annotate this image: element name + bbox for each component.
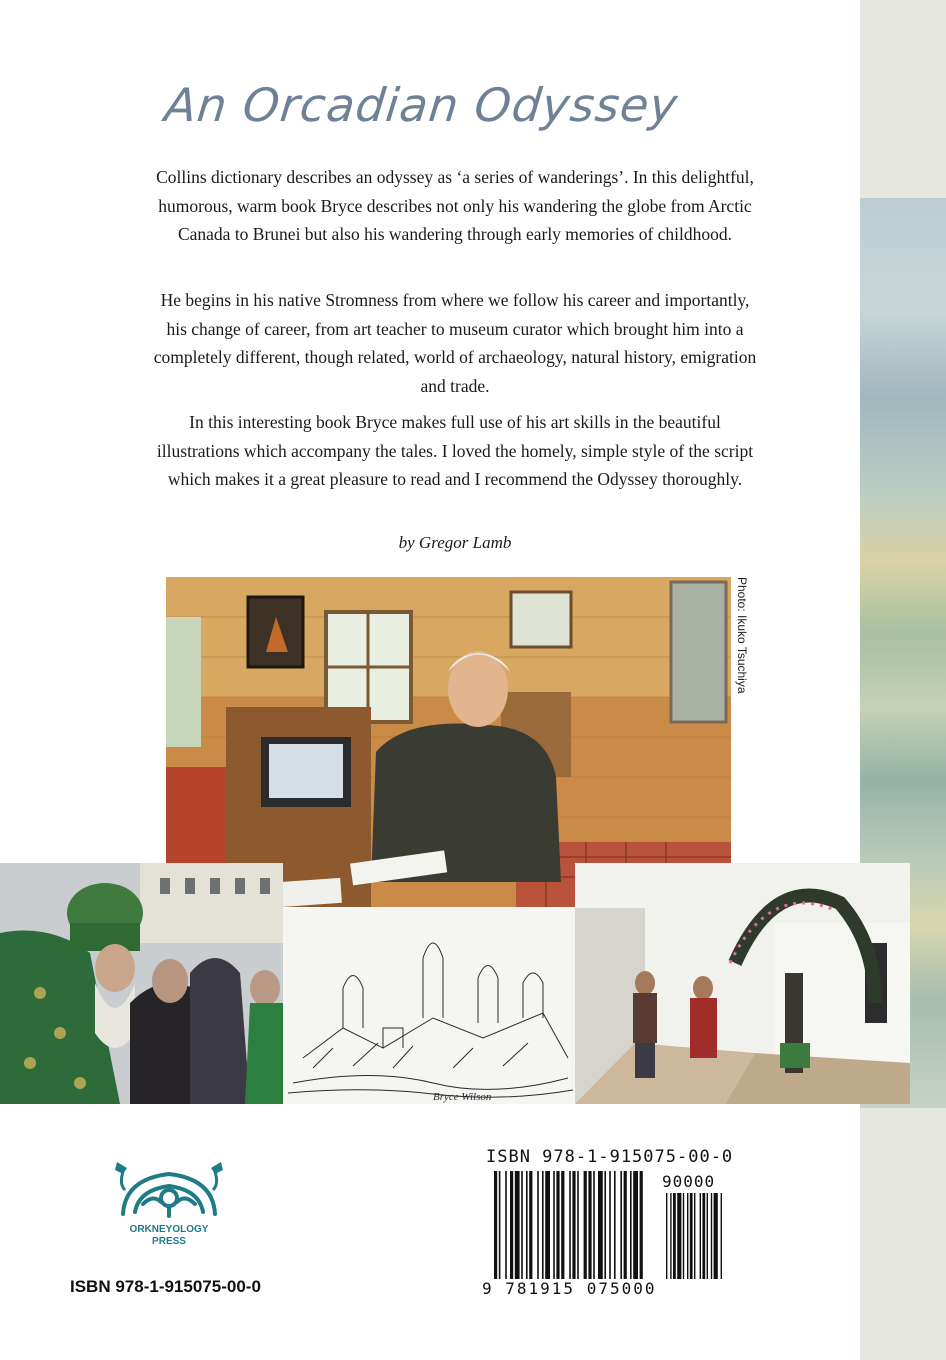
- barcode-addon-bar: [702, 1193, 705, 1279]
- isbn-footer: ISBN 978-1-915075-00-0: [70, 1277, 261, 1296]
- photo-credit: [733, 577, 751, 707]
- barcode-bar: [499, 1171, 501, 1279]
- church-sketch: [283, 908, 575, 1104]
- barcode-bar: [526, 1171, 528, 1279]
- barcode-bar: [569, 1171, 571, 1279]
- barcode-addon-bar: [700, 1193, 701, 1279]
- barcode-bar: [614, 1171, 616, 1279]
- barcode-addon-bar: [673, 1193, 676, 1279]
- barcode-bar: [510, 1171, 513, 1279]
- barcode-addon-bar: [711, 1193, 712, 1279]
- publisher-name-line-1: ORKNEYOLOGY: [129, 1224, 209, 1235]
- barcode-bar: [542, 1171, 544, 1279]
- barcode-addon-bar: [721, 1193, 722, 1279]
- barcode-bar: [505, 1171, 507, 1279]
- blurb-byline: by Gregor Lamb: [398, 533, 512, 552]
- photo-credit-text: Photo: Ikuko Tsuchiya: [735, 577, 749, 694]
- church-sketch-drawing: [283, 908, 575, 1104]
- barcode-bar: [593, 1171, 595, 1279]
- barcode-bar: [494, 1171, 497, 1279]
- author-photo-illustration: [166, 577, 731, 907]
- publisher-name: [113, 1224, 225, 1248]
- barcode-bar: [515, 1171, 520, 1279]
- cover-title: An Orcadian Odyssey: [162, 78, 681, 132]
- barcode-addon-bar: [683, 1193, 684, 1279]
- street-illustration: [575, 863, 910, 1104]
- barcode-addon-bar: [694, 1193, 695, 1279]
- procession-illustration: [0, 863, 283, 1104]
- barcode-addon-bar: [677, 1193, 681, 1279]
- barcode-addon-bar: [666, 1193, 667, 1279]
- procession-photo: [0, 863, 283, 1104]
- barcode-bar: [630, 1171, 632, 1279]
- author-photo: [166, 577, 731, 907]
- blurb-paragraph-3: In this interesting book Bryce makes full use of his art skills in the beautiful illustrations which accompany the tales. I loved the homely, simple style of the script which makes it a great pleasure to read and I recommend the Odyssey thoroughly.: [156, 412, 754, 489]
- barcode-addon-bar: [670, 1193, 671, 1279]
- barcode-bar: [553, 1171, 555, 1279]
- barcode-bar: [609, 1171, 611, 1279]
- street-photo: [575, 863, 910, 1104]
- barcode-bar: [588, 1171, 591, 1279]
- blurb-paragraph-1: Collins dictionary describes an odyssey as ‘a series of wanderings’. In this delightful, humorous, warm book Bryce describes not only his wandering the globe from Arctic Canada to Brunei but also his wandering through early memories of childhood.: [156, 167, 754, 244]
- barcode-bar: [545, 1171, 550, 1279]
- barcode-addon-bar: [714, 1193, 718, 1279]
- barcode-digits: 9 781915 075000: [482, 1279, 657, 1298]
- barcode-bar: [620, 1171, 622, 1279]
- barcode-price-code: 90000: [662, 1172, 716, 1191]
- barcode-addon-bar: [707, 1193, 708, 1279]
- barcode-addon-bar: [687, 1193, 688, 1279]
- barcode-bar: [624, 1171, 627, 1279]
- barcode-bar: [598, 1171, 603, 1279]
- sketch-signature: Bryce Wilson: [433, 1091, 492, 1103]
- barcode-bar: [584, 1171, 587, 1279]
- barcode-bar: [521, 1171, 523, 1279]
- barcode-bar: [577, 1171, 579, 1279]
- barcode-bar: [604, 1171, 606, 1279]
- barcode-isbn: ISBN 978-1-915075-00-0: [486, 1147, 734, 1167]
- barcode-bar: [572, 1171, 575, 1279]
- barcode-bar: [529, 1171, 532, 1279]
- barcode-bar: [633, 1171, 638, 1279]
- publisher-name-line-2: PRESS: [152, 1236, 186, 1247]
- barcode-bar: [537, 1171, 539, 1279]
- barcode-bar: [640, 1171, 643, 1279]
- barcode-bar: [561, 1171, 564, 1279]
- blurb-paragraph-2: He begins in his native Stromness from where we follow his career and importantly, his change of career, from art teacher to museum curator which brought him into a completely different, though related, world of archaeology, natural history, emigration and trade.: [153, 290, 757, 396]
- barcode-bar: [556, 1171, 559, 1279]
- barcode-addon-bar: [690, 1193, 693, 1279]
- barcode: [474, 1145, 736, 1303]
